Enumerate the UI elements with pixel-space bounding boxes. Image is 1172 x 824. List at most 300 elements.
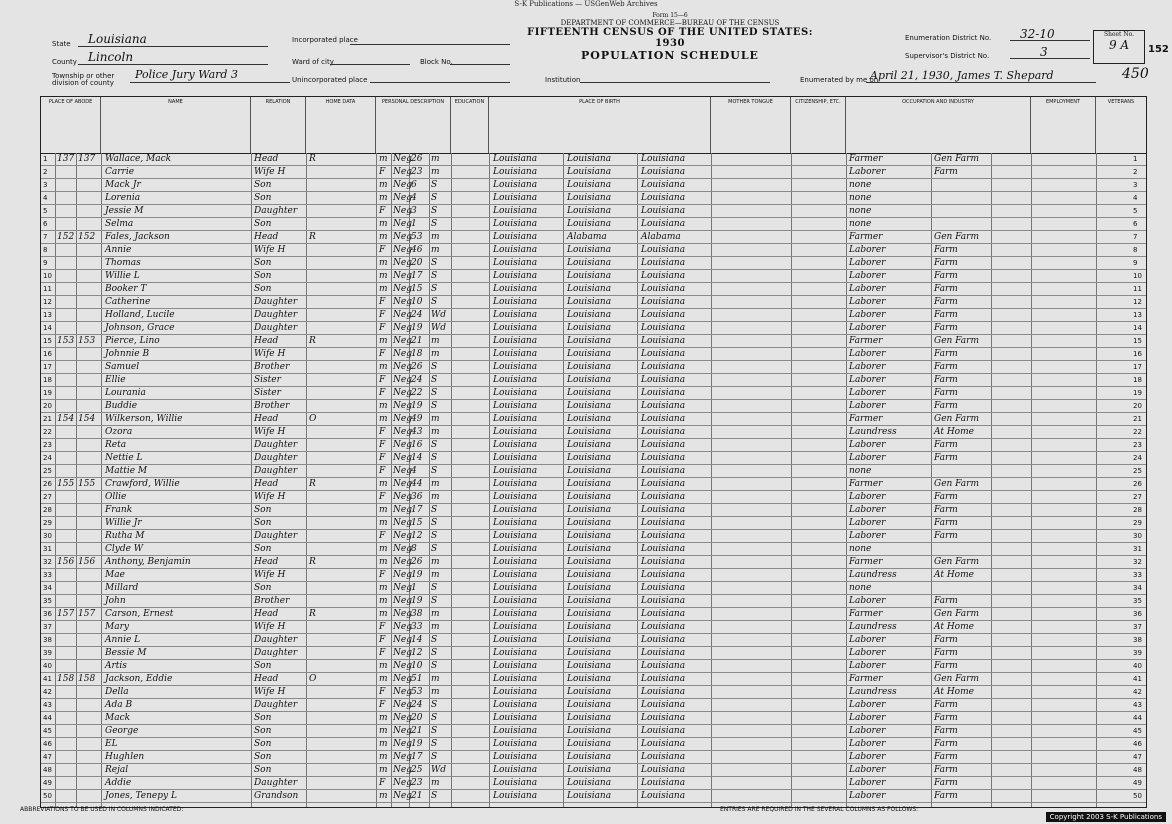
industry: Farm <box>934 271 958 281</box>
birthplace: Louisiana <box>493 232 538 242</box>
marital-status: S <box>431 635 438 645</box>
marital-status: m <box>431 154 440 164</box>
marital-status: S <box>431 271 438 281</box>
father-birthplace: Louisiana <box>567 739 612 749</box>
person-name: Lorenia <box>105 193 141 203</box>
table-row <box>41 400 1146 413</box>
marital-status: m <box>431 778 440 788</box>
father-birthplace: Louisiana <box>567 752 612 762</box>
marital-status: S <box>431 206 438 216</box>
sex: F <box>379 297 386 307</box>
county-label: County <box>52 58 77 66</box>
father-birthplace: Louisiana <box>567 570 612 580</box>
dwelling-number <box>57 764 75 777</box>
birthplace: Louisiana <box>493 180 538 190</box>
relation: Daughter <box>254 323 298 333</box>
line-number: 46 <box>43 740 52 748</box>
line-number-right: 26 <box>1133 480 1142 488</box>
birthplace: Louisiana <box>493 791 538 801</box>
sex: m <box>379 765 388 775</box>
marital-status: S <box>431 661 438 671</box>
home-tenure <box>309 166 339 179</box>
relation: Wife H <box>254 622 286 632</box>
dwelling-number <box>57 283 75 296</box>
publisher-banner: S-K Publications — USGenWeb Archives <box>514 0 658 8</box>
relation: Brother <box>254 362 290 372</box>
sex: m <box>379 362 388 372</box>
age: 24 <box>411 700 423 710</box>
occupation: none <box>849 219 872 229</box>
line-number-right: 17 <box>1133 363 1142 371</box>
family-number: 155 <box>78 479 96 489</box>
table-row <box>41 452 1146 465</box>
relation: Son <box>254 518 272 528</box>
industry: Gen Farm <box>934 414 980 424</box>
father-birthplace: Louisiana <box>567 531 612 541</box>
mother-birthplace: Louisiana <box>641 713 686 723</box>
sex: F <box>379 323 386 333</box>
line-number-right: 44 <box>1133 714 1142 722</box>
relation: Son <box>254 765 272 775</box>
line-number-right: 30 <box>1133 532 1142 540</box>
person-name: George <box>105 726 139 736</box>
race: Neg <box>393 271 412 281</box>
father-birthplace: Louisiana <box>567 154 612 164</box>
marital-status: m <box>431 687 440 697</box>
marital-status: Wd <box>431 323 447 333</box>
person-name: Annie L <box>105 635 141 645</box>
line-number: 40 <box>43 662 52 670</box>
sex: m <box>379 791 388 801</box>
line-number-right: 22 <box>1133 428 1142 436</box>
line-number: 10 <box>43 272 52 280</box>
col-relation: RELATION <box>251 97 306 153</box>
home-tenure: R <box>309 336 316 346</box>
age: 18 <box>411 349 423 359</box>
family-number <box>78 244 100 257</box>
line-number-right: 2 <box>1133 168 1138 176</box>
relation: Daughter <box>254 700 298 710</box>
marital-status: m <box>431 492 440 502</box>
age: 19 <box>411 739 423 749</box>
marital-status: S <box>431 453 438 463</box>
line-number: 12 <box>43 298 52 306</box>
marital-status: S <box>431 401 438 411</box>
dwelling-number <box>57 205 75 218</box>
age: 15 <box>411 284 423 294</box>
home-tenure <box>309 660 339 673</box>
sex: m <box>379 726 388 736</box>
race: Neg <box>393 479 412 489</box>
race: Neg <box>393 674 412 684</box>
occupation: Farmer <box>849 414 883 424</box>
industry: Gen Farm <box>934 336 980 346</box>
race: Neg <box>393 700 412 710</box>
person-name: EL <box>105 739 118 749</box>
home-tenure <box>309 270 339 283</box>
township-value: Police Jury Ward 3 <box>135 68 238 81</box>
dwelling-number <box>57 660 75 673</box>
home-tenure <box>309 712 339 725</box>
unincorporated-label: Unincorporated place <box>292 76 368 84</box>
sex: F <box>379 427 386 437</box>
age: 25 <box>411 765 423 775</box>
relation: Head <box>254 674 279 684</box>
marital-status: m <box>431 245 440 255</box>
family-number <box>78 738 100 751</box>
dwelling-number <box>57 686 75 699</box>
sex: m <box>379 609 388 619</box>
sheet-label: Sheet No. <box>1103 31 1135 38</box>
mother-birthplace: Louisiana <box>641 726 686 736</box>
line-number: 44 <box>43 714 52 722</box>
line-number-right: 37 <box>1133 623 1142 631</box>
col-personal-description: PERSONAL DESCRIPTION <box>376 97 451 153</box>
relation: Head <box>254 557 279 567</box>
line-number-right: 48 <box>1133 766 1142 774</box>
birthplace: Louisiana <box>493 388 538 398</box>
line-number-right: 19 <box>1133 389 1142 397</box>
family-number <box>78 582 100 595</box>
line-number: 50 <box>43 792 52 800</box>
industry: Farm <box>934 765 958 775</box>
mother-birthplace: Louisiana <box>641 245 686 255</box>
industry: Gen Farm <box>934 232 980 242</box>
birthplace: Louisiana <box>493 310 538 320</box>
age: 22 <box>411 388 423 398</box>
family-number <box>78 777 100 790</box>
birthplace: Louisiana <box>493 609 538 619</box>
home-tenure <box>309 530 339 543</box>
supervisor-line <box>1010 58 1090 59</box>
census-rows <box>41 153 1146 807</box>
mother-birthplace: Louisiana <box>641 219 686 229</box>
father-birthplace: Louisiana <box>567 661 612 671</box>
industry: At Home <box>934 622 974 632</box>
state-label: State <box>52 40 71 48</box>
home-tenure <box>309 751 339 764</box>
township-line <box>130 82 290 83</box>
line-number-right: 5 <box>1133 207 1138 215</box>
incorporated-label: Incorporated place <box>292 36 358 44</box>
home-tenure <box>309 725 339 738</box>
family-number <box>78 218 100 231</box>
relation: Head <box>254 414 279 424</box>
family-number: 157 <box>78 609 96 619</box>
birthplace: Louisiana <box>493 479 538 489</box>
birthplace: Louisiana <box>493 414 538 424</box>
table-row <box>41 699 1146 712</box>
family-number <box>78 751 100 764</box>
race: Neg <box>393 427 412 437</box>
industry: Gen Farm <box>934 557 980 567</box>
industry: Farm <box>934 401 958 411</box>
industry: Farm <box>934 778 958 788</box>
home-tenure <box>309 179 339 192</box>
relation: Daughter <box>254 635 298 645</box>
mother-birthplace: Louisiana <box>641 427 686 437</box>
sex: m <box>379 401 388 411</box>
occupation: Laborer <box>849 518 886 528</box>
line-number: 38 <box>43 636 52 644</box>
table-row <box>41 439 1146 452</box>
father-birthplace: Louisiana <box>567 726 612 736</box>
line-number-right: 46 <box>1133 740 1142 748</box>
line-number-right: 25 <box>1133 467 1142 475</box>
occupation: Laborer <box>849 388 886 398</box>
line-number: 27 <box>43 493 52 501</box>
relation: Wife H <box>254 570 286 580</box>
mother-birthplace: Louisiana <box>641 193 686 203</box>
line-number-right: 24 <box>1133 454 1142 462</box>
birthplace: Louisiana <box>493 219 538 229</box>
mother-birthplace: Louisiana <box>641 622 686 632</box>
dwelling-number <box>57 634 75 647</box>
race: Neg <box>393 388 412 398</box>
occupation: Farmer <box>849 609 883 619</box>
age: 12 <box>411 531 423 541</box>
father-birthplace: Alabama <box>567 232 607 242</box>
occupation: none <box>849 206 872 216</box>
line-number: 13 <box>43 311 52 319</box>
race: Neg <box>393 167 412 177</box>
line-number-right: 33 <box>1133 571 1142 579</box>
line-number: 17 <box>43 363 52 371</box>
line-number-right: 41 <box>1133 675 1142 683</box>
home-tenure <box>309 439 339 452</box>
mother-birthplace: Louisiana <box>641 661 686 671</box>
line-number: 2 <box>43 168 48 176</box>
col-place-of-abode: PLACE OF ABODE <box>41 97 101 153</box>
mother-birthplace: Louisiana <box>641 375 686 385</box>
relation: Head <box>254 154 279 164</box>
family-number <box>78 257 100 270</box>
mother-birthplace: Louisiana <box>641 362 686 372</box>
dwelling-number <box>57 491 75 504</box>
relation: Sister <box>254 388 281 398</box>
mother-birthplace: Louisiana <box>641 284 686 294</box>
relation: Grandson <box>254 791 299 801</box>
occupation: Laborer <box>849 700 886 710</box>
marital-status: m <box>431 557 440 567</box>
father-birthplace: Louisiana <box>567 492 612 502</box>
mother-birthplace: Louisiana <box>641 180 686 190</box>
line-number-right: 27 <box>1133 493 1142 501</box>
relation: Wife H <box>254 245 286 255</box>
industry: Farm <box>934 245 958 255</box>
person-name: Annie <box>105 245 132 255</box>
mother-birthplace: Louisiana <box>641 765 686 775</box>
line-number-right: 14 <box>1133 324 1142 332</box>
line-number: 47 <box>43 753 52 761</box>
line-number-right: 10 <box>1133 272 1142 280</box>
sex: F <box>379 778 386 788</box>
age: 53 <box>411 232 423 242</box>
line-number: 45 <box>43 727 52 735</box>
industry: Farm <box>934 310 958 320</box>
mother-birthplace: Louisiana <box>641 505 686 515</box>
birthplace: Louisiana <box>493 440 538 450</box>
father-birthplace: Louisiana <box>567 284 612 294</box>
age: 10 <box>411 661 423 671</box>
table-row <box>41 517 1146 530</box>
person-name: Mack <box>105 713 131 723</box>
industry <box>934 218 991 231</box>
table-row <box>41 686 1146 699</box>
census-title: FIFTEENTH CENSUS OF THE UNITED STATES: 1930 <box>527 27 813 49</box>
age: 53 <box>411 687 423 697</box>
occupation: Laborer <box>849 648 886 658</box>
sex: m <box>379 219 388 229</box>
age: 23 <box>411 167 423 177</box>
relation: Daughter <box>254 466 298 476</box>
family-number: 153 <box>78 336 96 346</box>
home-tenure <box>309 309 339 322</box>
relation: Daughter <box>254 206 298 216</box>
age: 14 <box>411 635 423 645</box>
line-number: 4 <box>43 194 48 202</box>
relation: Daughter <box>254 648 298 658</box>
age: 17 <box>411 505 423 515</box>
occupation: none <box>849 583 872 593</box>
sex: m <box>379 596 388 606</box>
person-name: Carrie <box>105 167 135 177</box>
home-tenure <box>309 296 339 309</box>
sex: F <box>379 453 386 463</box>
person-name: Johnnie B <box>105 349 150 359</box>
sex: F <box>379 635 386 645</box>
age: 15 <box>411 518 423 528</box>
line-number-right: 38 <box>1133 636 1142 644</box>
father-birthplace: Louisiana <box>567 271 612 281</box>
age: 19 <box>411 323 423 333</box>
table-row <box>41 283 1146 296</box>
block-label: Block No. <box>420 58 453 66</box>
dwelling-number <box>57 543 75 556</box>
family-number <box>78 491 100 504</box>
dwelling-number <box>57 374 75 387</box>
table-row <box>41 335 1146 348</box>
age: 6 <box>411 180 417 190</box>
family-number <box>78 361 100 374</box>
race: Neg <box>393 310 412 320</box>
home-tenure <box>309 322 339 335</box>
marital-status: S <box>431 284 438 294</box>
dwelling-number <box>57 270 75 283</box>
person-name: Wallace, Mack <box>105 154 172 164</box>
industry: Farm <box>934 505 958 515</box>
age: 26 <box>411 362 423 372</box>
dwelling-number <box>57 426 75 439</box>
industry: At Home <box>934 570 974 580</box>
occupation: Laborer <box>849 778 886 788</box>
age: 10 <box>411 297 423 307</box>
line-number: 3 <box>43 181 48 189</box>
age: 23 <box>411 778 423 788</box>
mother-birthplace: Louisiana <box>641 453 686 463</box>
occupation: Laborer <box>849 713 886 723</box>
family-number <box>78 712 100 725</box>
age: 24 <box>411 310 423 320</box>
line-number: 22 <box>43 428 52 436</box>
age: 19 <box>411 401 423 411</box>
line-number-right: 12 <box>1133 298 1142 306</box>
occupation: none <box>849 193 872 203</box>
occupation: Laundress <box>849 687 897 697</box>
table-row <box>41 387 1146 400</box>
father-birthplace: Louisiana <box>567 596 612 606</box>
industry: Farm <box>934 492 958 502</box>
family-number <box>78 309 100 322</box>
mother-birthplace: Louisiana <box>641 609 686 619</box>
line-number: 5 <box>43 207 48 215</box>
person-name: Mae <box>105 570 125 580</box>
relation: Son <box>254 180 272 190</box>
sheet-value: 9 A <box>1108 38 1130 52</box>
birthplace: Louisiana <box>493 778 538 788</box>
dwelling-number <box>57 699 75 712</box>
race: Neg <box>393 401 412 411</box>
table-row <box>41 153 1146 166</box>
table-row <box>41 205 1146 218</box>
sex: F <box>379 167 386 177</box>
age: 21 <box>411 791 423 801</box>
person-name: Carson, Ernest <box>105 609 174 619</box>
occupation: Laborer <box>849 258 886 268</box>
sex: m <box>379 557 388 567</box>
enumerated-label: Enumerated by me on <box>800 76 879 84</box>
person-name: Bessie M <box>105 648 147 658</box>
line-number-right: 3 <box>1133 181 1138 189</box>
home-tenure <box>309 192 339 205</box>
father-birthplace: Louisiana <box>567 427 612 437</box>
father-birthplace: Louisiana <box>567 453 612 463</box>
father-birthplace: Louisiana <box>567 180 612 190</box>
sex: m <box>379 193 388 203</box>
line-number: 19 <box>43 389 52 397</box>
marital-status: S <box>431 219 438 229</box>
mother-birthplace: Louisiana <box>641 687 686 697</box>
age: 26 <box>411 557 423 567</box>
home-tenure <box>309 361 339 374</box>
person-name: Rejal <box>105 765 129 775</box>
relation: Wife H <box>254 349 286 359</box>
dwelling-number <box>57 296 75 309</box>
mother-birthplace: Alabama <box>641 232 681 242</box>
table-row <box>41 166 1146 179</box>
person-name: Artis <box>105 661 127 671</box>
line-number-right: 39 <box>1133 649 1142 657</box>
person-name: Ada B <box>105 700 133 710</box>
table-row <box>41 660 1146 673</box>
occupation: Laborer <box>849 401 886 411</box>
line-number: 20 <box>43 402 52 410</box>
mother-birthplace: Louisiana <box>641 310 686 320</box>
copyright: Copyright 2003 S-K Publications <box>1046 812 1166 822</box>
home-tenure <box>309 387 339 400</box>
line-number: 24 <box>43 454 52 462</box>
race: Neg <box>393 505 412 515</box>
table-row <box>41 270 1146 283</box>
line-number-right: 18 <box>1133 376 1142 384</box>
footer <box>0 806 1172 824</box>
father-birthplace: Louisiana <box>567 349 612 359</box>
sex: m <box>379 414 388 424</box>
mother-birthplace: Louisiana <box>641 349 686 359</box>
relation: Head <box>254 609 279 619</box>
relation: Son <box>254 739 272 749</box>
sex: F <box>379 687 386 697</box>
